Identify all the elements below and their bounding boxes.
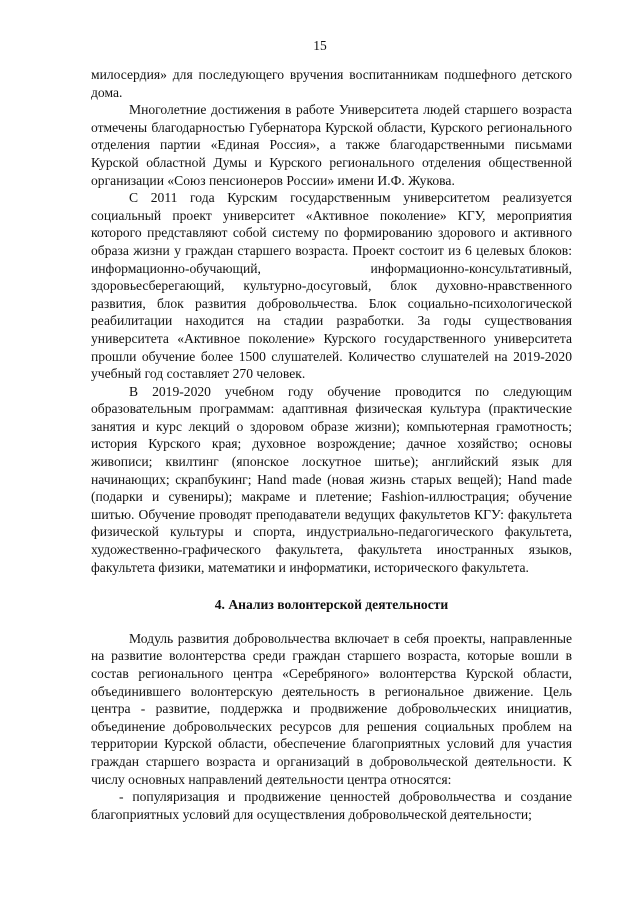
section-heading: 4. Анализ волонтерской деятельности bbox=[214, 597, 449, 613]
paragraph-achievements: Многолетние достижения в работе Университета людей старшего возраста отмечены благодарностью Губернатора Курской области, Курского регионального отделения партии «Единая Россия», а также благодарственными письмами Курской областной Думы и Курского регионального отделения общественной организации «Союз пенсионеров России» имени И.Ф. Жукова. bbox=[91, 102, 572, 188]
page-number: 15 bbox=[313, 38, 327, 53]
paragraph-volunteer-module: Модуль развития добровольчества включает в себя проекты, направленные на развитие волонтерства среди граждан старшего возраста, которые вошли в состав регионального центра «Серебряного» волонтерства Курской области, объединившего волонтерскую деятельность в региональное движение. Цель центра - развитие, поддержка и продвижение добровольческих инициатив, объединение добровольческих ресурсов для решения социальных проблем на территории Курской области, обеспечение благоприятных условий для участия граждан старшего возраста и организаций в добровольческой деятельности. К числу основных направлений деятельности центра относятся: bbox=[91, 630, 572, 787]
paragraph-continuation: милосердия» для последующего вручения воспитанникам подшефного детского дома. bbox=[91, 67, 572, 100]
list-item: - популяризация и продвижение ценностей добровольчества и создание благоприятных условий для осуществления добровольческой деятельности; bbox=[91, 789, 572, 822]
document-body bbox=[91, 66, 572, 823]
paragraph-active-generation-project: С 2011 года Курским государственным университетом реализуется социальный проект университет «Активное поколение» КГУ, мероприятия которого представляют собой систему по формированию здорового и активного образа жизни у граждан старшего возраста. Проект состоит из 6 целевых блоков: информационно-обучающий, информационно-консультативный, здоровьесберегающий, культурно-досуговый, блок духовно-нравственного развития, блок развития добровольчества. Блок социально-психологической реабилитации находится на стадии разработки. За годы существования университета «Активное поколение» Курского государственного университета прошли обучение более 1500 слушателей. Количество слушателей на 2019-2020 учебный год составляет 270 человек. bbox=[91, 190, 572, 382]
paragraph-education-programs: В 2019-2020 учебном году обучение проводится по следующим образовательным программам: адаптивная физическая культура (практические занятия и курс лекций о здоровом образе жизни); компьютерная грамотность; история Курского края; духовное возрождение; дачное хозяйство; основы живописи; квилтинг (японское лоскутное шитье); английский язык для начинающих; скрапбукинг; Hand made (новая жизнь старых вещей); Hand made (подарки и сувениры); макраме и плетение; Fashion-иллюстрация; обучение шитью. Обучение проводят преподаватели ведущих факультетов КГУ: факультета физической культуры и спорта, индустриально-педагогического факультета, художественно-графического факультета, факультета иностранных языков, факультета физики, математики и информатики, исторического факультета. bbox=[91, 383, 572, 575]
